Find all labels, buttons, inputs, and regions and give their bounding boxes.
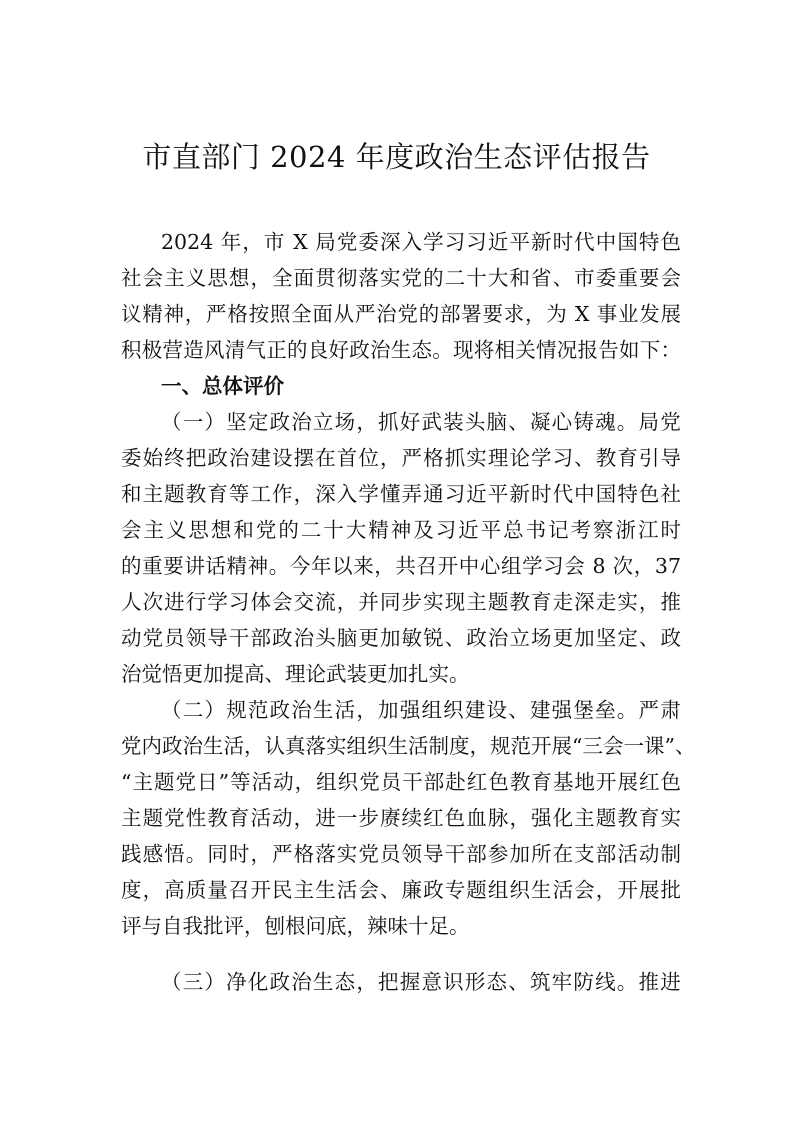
paragraph-line: 的重要讲话精神。今年以来，共召开中心组学习会 8 次，37 [121,554,681,578]
subsection-lead-line: （三）净化政治生态，把握意识形态、筑牢防线。推进 [161,970,681,994]
paragraph-line: 度，高质量召开民主生活会、廉政专题组织生活会，开展批 [121,878,681,902]
paragraph-line: 2024 年，市 X 局党委深入学习习近平新时代中国特色 [161,230,681,254]
subsection-lead-line: （二）规范政治生活，加强组织建设、建强堡垒。严肃 [161,698,681,722]
document-title: 市直部门 2024 年度政治生态评估报告 [142,140,651,174]
paragraph-line: 评与自我批评，刨根问底，辣味十足。 [121,914,470,938]
paragraph-line: 委始终把政治建设摆在首位，严格抓实理论学习、教育引导 [121,446,681,470]
paragraph-line: “主题党日”等活动，组织党员干部赴红色教育基地开展红色 [121,770,681,794]
section-heading: 一、总体评价 [161,374,284,398]
paragraph-line: 践感悟。同时，严格落实党员领导干部参加所在支部活动制 [121,842,681,866]
paragraph-line: 议精神，严格按照全面从严治党的部署要求，为 X 事业发展 [121,302,681,326]
paragraph-line: 积极营造风清气正的良好政治生态。现将相关情况报告如下： [121,338,681,362]
paragraph-line: 动党员领导干部政治头脑更加敏锐、政治立场更加坚定、政 [121,626,681,650]
subsection-lead-line: （一）坚定政治立场，抓好武装头脑、凝心铸魂。局党 [161,410,681,434]
paragraph-line: 治觉悟更加提高、理论武装更加扎实。 [121,662,470,686]
paragraph-line: 主题党性教育活动，进一步赓续红色血脉，强化主题教育实 [121,806,681,830]
paragraph-line: 会主义思想和党的二十大精神及习近平总书记考察浙江时 [121,518,681,542]
paragraph-line: 社会主义思想，全面贯彻落实党的二十大和省、市委重要会 [121,266,681,290]
paragraph-line: 党内政治生活，认真落实组织生活制度，规范开展“三会一课”、 [121,734,696,758]
paragraph-line: 人次进行学习体会交流，并同步实现主题教育走深走实，推 [121,590,681,614]
paragraph-line: 和主题教育等工作，深入学懂弄通习近平新时代中国特色社 [121,482,681,506]
